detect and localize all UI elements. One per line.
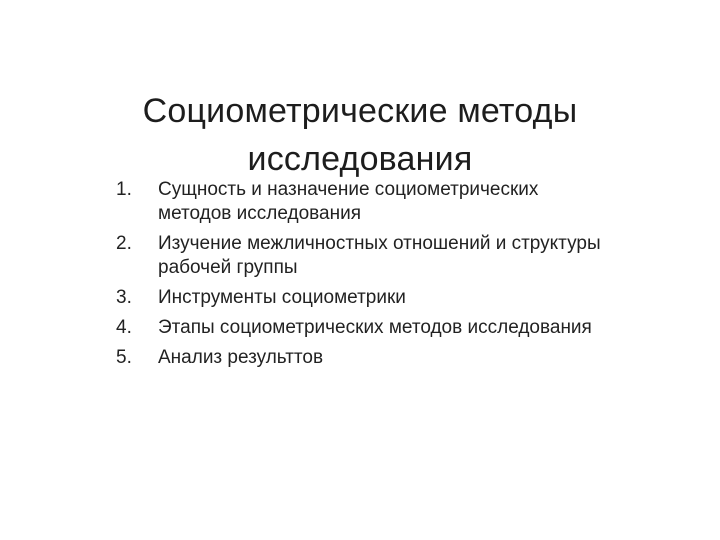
list-item-text: Этапы социометрических методов исследования [158,317,592,338]
list-item-text: Изучение межличностных отношений и структуры рабочей группы [158,233,601,278]
list-item-text: Анализ результтов [158,347,324,368]
list-item [116,346,616,370]
slide-title: Социометрические методы исследования [142,91,578,178]
list-item-number: 5. [116,347,132,368]
list-item-number: 3. [116,287,132,308]
list-item [116,316,616,340]
list-item-number: 1. [116,179,132,200]
list-item-number: 4. [116,317,132,338]
list-item-text: Инструменты социометрики [158,287,406,308]
list-item [116,178,616,226]
list-item-number: 2. [116,233,132,254]
list-item [116,286,616,310]
agenda-list [116,178,616,376]
list-item-text: Сущность и назначение социометрических методов исследования [158,179,539,224]
list-item [116,232,616,280]
